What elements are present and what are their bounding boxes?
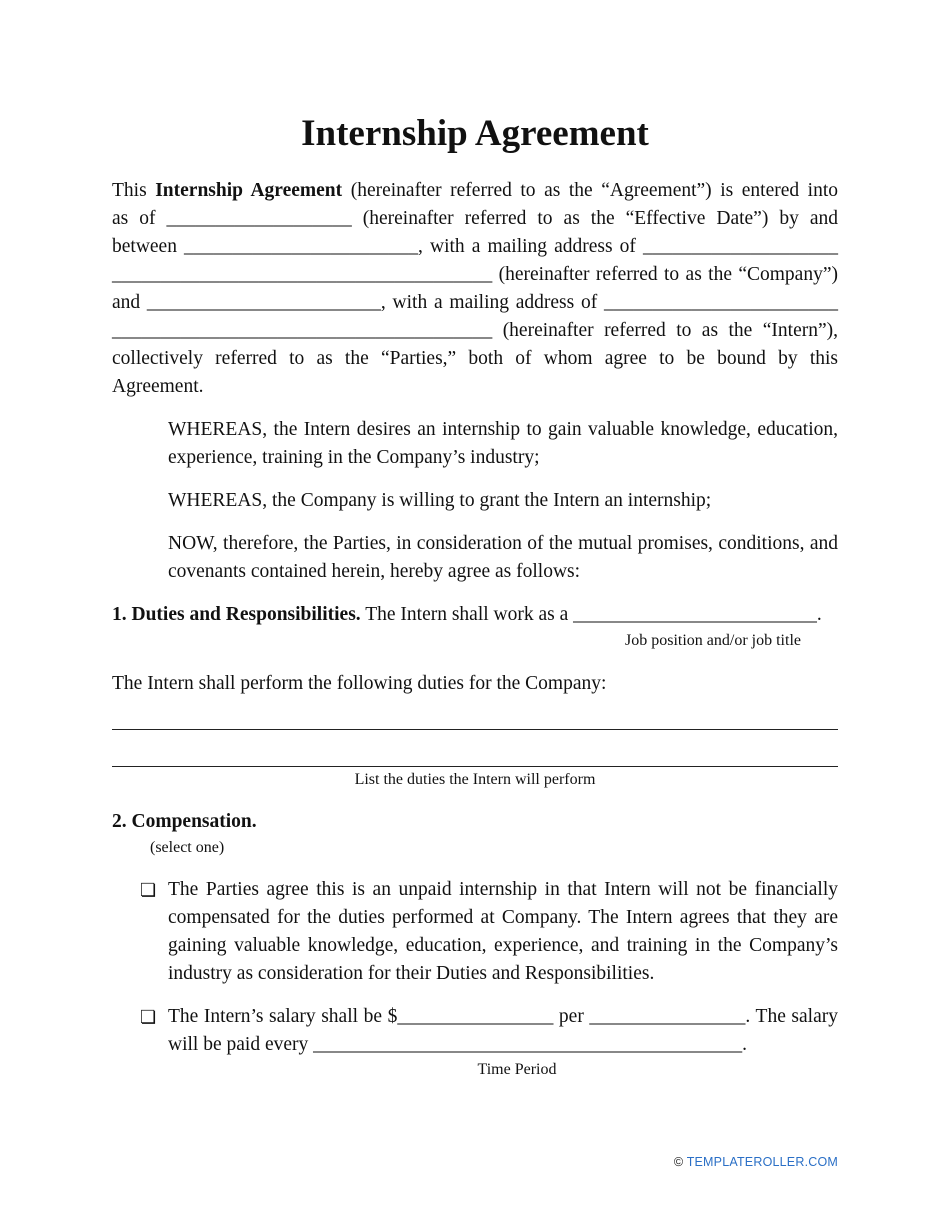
- intro-line-5: and ________________________, with a mailing address of ________________________: [112, 292, 838, 313]
- duties-blank-line-1: [112, 729, 838, 730]
- footer-credit: [674, 1155, 838, 1169]
- now-therefore-clause: NOW, therefore, the Parties, in consideration of the mutual promises, conditions, and covenants contained herein, hereby agree as follows:: [168, 533, 838, 582]
- checkbox-icon[interactable]: ❏: [140, 880, 157, 900]
- intro-line-3: between ________________________, with a mailing address of ____________________: [112, 236, 838, 257]
- intro-this: This: [112, 180, 156, 201]
- compensation-option-unpaid: [140, 876, 838, 988]
- duties-caption: List the duties the Intern will perform: [354, 771, 596, 788]
- checkbox-icon[interactable]: ❏: [140, 1007, 157, 1027]
- intro-line-2: as of ___________________ (hereinafter referred to as the “Effective Date”) by and: [112, 208, 838, 229]
- intro-line-4: _______________________________________ (hereinafter referred to as the “Company”): [112, 264, 838, 285]
- duties-blank-line-2: [112, 766, 838, 767]
- job-title-caption: Job position and/or job title: [625, 632, 801, 649]
- option-salary-line-1: The Intern’s salary shall be $________________ per ________________. The salary: [168, 1006, 838, 1027]
- templateroller-link[interactable]: TEMPLATEROLLER.COM: [686, 1155, 838, 1169]
- section-1-heading: 1. Duties and Responsibilities.: [112, 604, 361, 625]
- agreement-name-bold: Internship Agreement: [155, 180, 343, 201]
- whereas-clause-2: WHEREAS, the Company is willing to grant the Intern an internship;: [168, 490, 712, 511]
- document-title: Internship Agreement: [301, 113, 649, 154]
- copyright-symbol: ©: [673, 1155, 687, 1169]
- option-unpaid-text: The Parties agree this is an unpaid internship in that Intern will not be financially compensated for the duties performed at Company. The Intern agrees that they are gaining valuable knowledge, education, experience, and training in the Company’s industry as consideration for their Duties and Responsibilities.: [168, 879, 838, 984]
- duties-intro: The Intern shall perform the following duties for the Company:: [112, 673, 607, 694]
- intro-line-1-rest: (hereinafter referred to as the “Agreement”) is entered into: [342, 180, 839, 201]
- section-1-text: The Intern shall work as a _________________________.: [360, 604, 822, 625]
- select-one-note: (select one): [150, 839, 225, 856]
- compensation-option-salary: [140, 1003, 838, 1059]
- whereas-clause-1: WHEREAS, the Intern desires an internship to gain valuable knowledge, education, experience, training in the Company’s industry;: [168, 419, 838, 468]
- intro-line-6: _______________________________________ (hereinafter referred to as the “Intern”),: [112, 320, 838, 341]
- time-period-caption: Time Period: [477, 1061, 557, 1078]
- intro-line-7: collectively referred to as the “Parties,” both of whom agree to be bound by this: [112, 348, 838, 369]
- intro-line-8: Agreement.: [112, 376, 204, 397]
- intro-line-1: [112, 177, 838, 205]
- intro-paragraph: [112, 177, 838, 401]
- section-1-duties: [112, 601, 838, 629]
- option-salary-line-2: will be paid every ____________________________________________.: [168, 1034, 747, 1055]
- section-2-heading: 2. Compensation.: [112, 811, 257, 832]
